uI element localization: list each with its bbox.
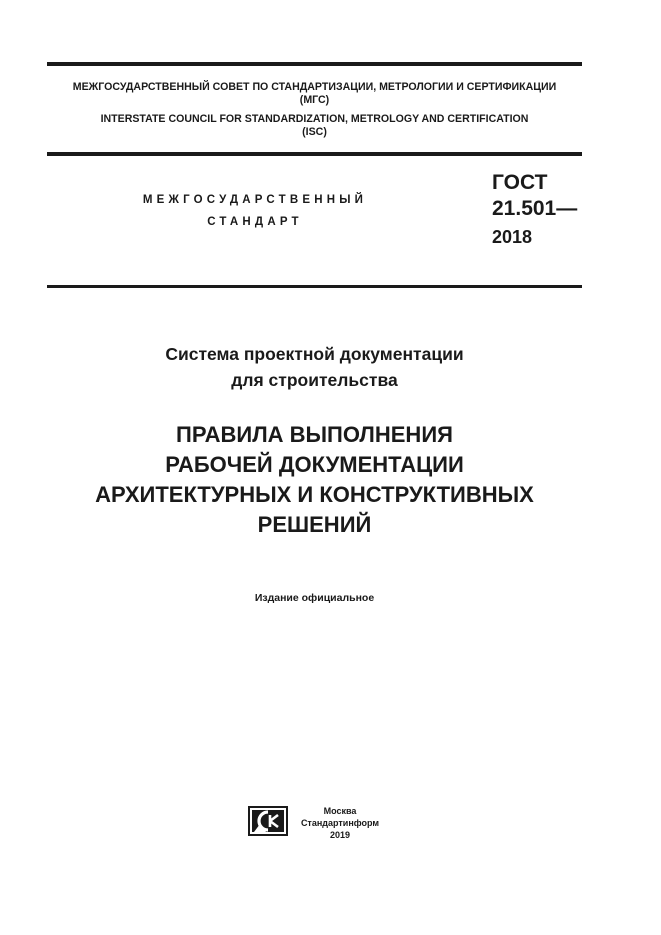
council-en-line2: (ISC) — [302, 126, 327, 138]
document-title-line3: АРХИТЕКТУРНЫХ И КОНСТРУКТИВНЫХ — [95, 482, 534, 507]
gost-number: 21.501— — [492, 197, 578, 220]
council-ru-line1: МЕЖГОСУДАРСТВЕННЫЙ СОВЕТ ПО СТАНДАРТИЗАЦИИ, МЕТРОЛОГИИ И СЕРТИФИКАЦИИ — [72, 81, 557, 93]
imprint-year: 2019 — [329, 830, 351, 840]
designation-bottom-rule — [47, 285, 582, 288]
document-title-line1: ПРАВИЛА ВЫПОЛНЕНИЯ — [176, 422, 453, 447]
system-name-line2: для строительства — [231, 370, 398, 390]
system-name — [47, 341, 582, 393]
document-title-line2: РАБОЧЕЙ ДОКУМЕНТАЦИИ — [165, 452, 464, 477]
imprint-publisher: Стандартинформ — [300, 818, 380, 828]
imprint-city: Москва — [323, 806, 357, 816]
document-title — [47, 420, 582, 540]
council-en — [47, 113, 582, 139]
standard-kind-line1: МЕЖГОСУДАРСТВЕННЫЙ — [142, 194, 368, 206]
header-bottom-rule — [47, 152, 582, 156]
top-rule — [47, 62, 582, 66]
gost-label: ГОСТ — [492, 171, 548, 194]
document-title-line4: РЕШЕНИЙ — [257, 512, 372, 537]
council-ru — [47, 81, 582, 107]
standard-kind-line2: СТАНДАРТ — [207, 216, 303, 228]
standartinform-logo-icon — [248, 806, 288, 836]
system-name-line1: Система проектной документации — [165, 344, 464, 364]
imprint — [300, 805, 380, 841]
edition-note: Издание официальное — [254, 592, 375, 604]
council-en-line1: INTERSTATE COUNCIL FOR STANDARDIZATION, METROLOGY AND CERTIFICATION — [100, 113, 529, 125]
gost-year: 2018 — [492, 227, 533, 247]
gost-designation — [492, 170, 577, 252]
council-ru-line2: (МГС) — [299, 94, 330, 106]
standard-kind — [110, 189, 400, 233]
